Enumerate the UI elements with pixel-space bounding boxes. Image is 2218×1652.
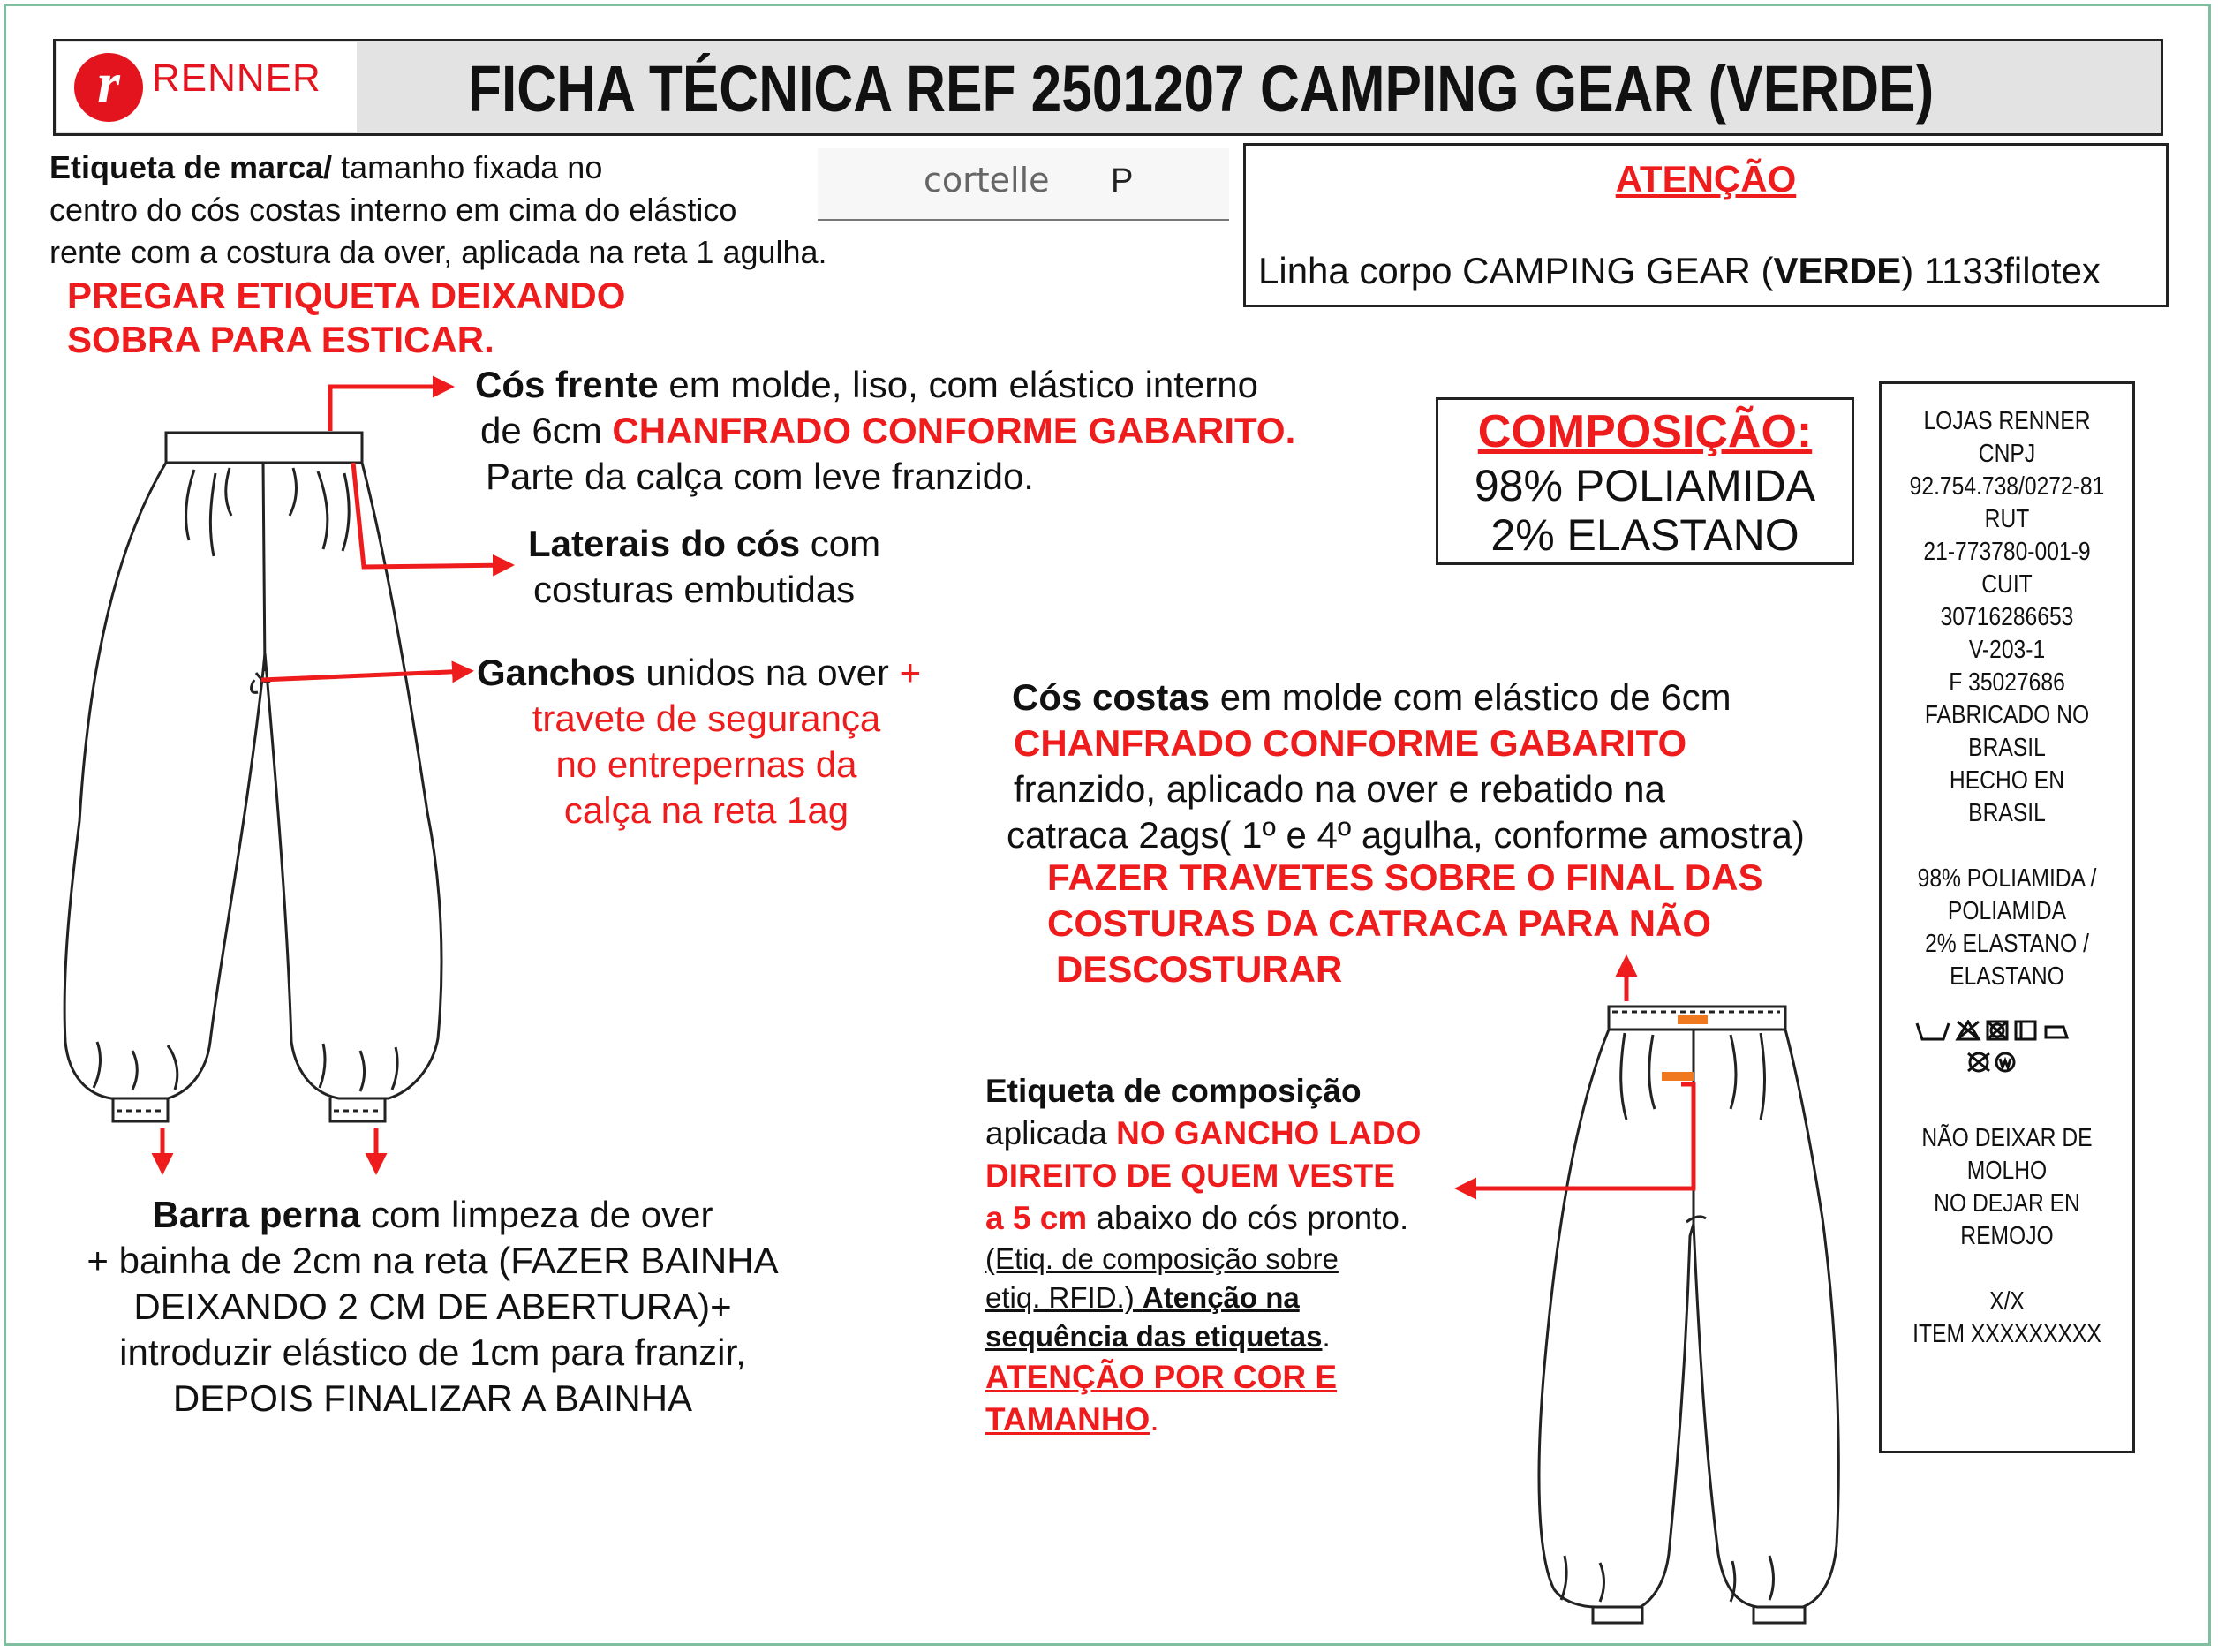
care-label-line: MOLHO bbox=[1966, 1157, 2048, 1185]
comp-label-distance: a 5 cm bbox=[985, 1200, 1088, 1236]
attention-line bbox=[1258, 250, 2101, 292]
ganchos-text: unidos na over bbox=[635, 652, 900, 693]
cos-costas-note bbox=[1007, 675, 1805, 858]
comp-label-sequence: sequência das etiquetas bbox=[985, 1320, 1323, 1353]
care-label-line: 98% POLIAMIDA / bbox=[1917, 864, 2097, 893]
wash-30-icon bbox=[1917, 1023, 1949, 1039]
cos-costas-travetes-2: COSTURAS DA CATRACA PARA NÃO bbox=[1047, 902, 1712, 944]
barra-text-1: com limpeza de over bbox=[360, 1194, 713, 1235]
care-label-line: 92.754.738/0272-81 bbox=[1909, 472, 2105, 501]
comp-label-dot-1: . bbox=[1322, 1320, 1331, 1353]
comp-label-attention: Atenção na bbox=[1142, 1281, 1300, 1314]
comp-label-warning-4: TAMANHO bbox=[985, 1401, 1150, 1437]
care-label-line: V-203-1 bbox=[1968, 636, 2046, 664]
composition-box bbox=[1436, 397, 1854, 565]
care-label-line bbox=[1900, 1253, 2113, 1286]
dry-flat-icon bbox=[2016, 1022, 2035, 1039]
care-label-lines-2 bbox=[1882, 1122, 2132, 1351]
attention-line-post: ) 1133filotex bbox=[1901, 250, 2101, 291]
care-label-line: X/X bbox=[1989, 1287, 2025, 1316]
cos-costas-text-1: em molde com elástico de 6cm bbox=[1210, 676, 1731, 718]
care-symbols bbox=[1913, 1020, 2169, 1090]
cos-costas-warning-1: CHANFRADO CONFORME GABARITO bbox=[1014, 722, 1687, 764]
care-label-line: CNPJ bbox=[1978, 440, 2036, 468]
care-label bbox=[1879, 381, 2135, 1453]
barra-heading: Barra perna bbox=[152, 1194, 361, 1235]
ganchos-note bbox=[477, 650, 921, 696]
brand-name: RENNER bbox=[152, 57, 321, 100]
care-label-line: REMOJO bbox=[1960, 1222, 2054, 1250]
composition-line-2: 2% ELASTANO bbox=[1490, 510, 1799, 560]
cos-frente-heading: Cós frente bbox=[475, 364, 659, 405]
attention-box bbox=[1243, 143, 2169, 307]
ganchos-plus: + bbox=[899, 652, 922, 693]
cos-frente-note bbox=[475, 362, 1295, 500]
cos-costas-travetes-1: FAZER TRAVETES SOBRE O FINAL DAS bbox=[1047, 856, 1763, 898]
care-label-line: NÃO DEIXAR DE bbox=[1921, 1124, 2093, 1152]
brand-label-warning bbox=[67, 274, 625, 362]
brand-label-warning-2: SOBRA PARA ESTICAR. bbox=[67, 319, 494, 360]
comp-label-text-5: (Etiq. de composição sobre bbox=[985, 1242, 1339, 1275]
care-label-line: 21-773780-001-9 bbox=[1923, 538, 2091, 566]
composition-line-1: 98% POLIAMIDA bbox=[1474, 461, 1816, 510]
ganchos-warning-3: calça na reta 1ag bbox=[563, 789, 849, 831]
brand-tag-brand: cortelle bbox=[924, 161, 1050, 200]
brand-label-warning-1: PREGAR ETIQUETA DEIXANDO bbox=[67, 275, 626, 316]
barra-text-4: introduzir elástico de 1cm para franzir, bbox=[119, 1331, 746, 1373]
care-label-line: POLIAMIDA bbox=[1947, 897, 2067, 925]
logo-mark-icon: r bbox=[74, 53, 143, 122]
comp-label-warning-2: DIREITO DE QUEM VESTE bbox=[985, 1158, 1395, 1194]
brand-label-text-2: centro do cós costas interno em cima do elástico bbox=[49, 192, 737, 228]
care-label-line: FABRICADO NO BRASIL bbox=[1924, 701, 2090, 762]
care-label-line: RUT bbox=[1984, 505, 2030, 533]
comp-label-heading: Etiqueta de composição bbox=[985, 1073, 1362, 1109]
care-label-line: LOJAS RENNER bbox=[1923, 407, 2091, 435]
brand-tag-size: P bbox=[1111, 162, 1134, 200]
care-label-line: CUIT bbox=[1981, 570, 2033, 599]
care-label-line: ELASTANO bbox=[1950, 962, 2064, 991]
care-label-line: HECHO EN bbox=[1949, 766, 2065, 795]
page-title: FICHA TÉCNICA REF 2501207 CAMPING GEAR (VERDE) bbox=[468, 52, 1935, 125]
comp-label-warning-1: NO GANCHO LADO bbox=[1116, 1115, 1422, 1151]
brand-label-text-3: rente com a costura da over, aplicada na reta 1 agulha. bbox=[49, 234, 827, 270]
cos-costas-text-4: catraca 2ags( 1º e 4º agulha, conforme amostra) bbox=[1007, 814, 1805, 856]
laterais-text-1: com bbox=[800, 523, 881, 564]
comp-label-text-2: aplicada bbox=[985, 1115, 1117, 1151]
comp-label-text-6: etiq. RFID.) bbox=[985, 1281, 1143, 1314]
cos-frente-warning: CHANFRADO CONFORME GABARITO. bbox=[612, 410, 1296, 451]
cos-costas-travetes bbox=[1047, 855, 1763, 992]
brand-label-heading: Etiqueta de marca/ bbox=[49, 149, 333, 185]
barra-note bbox=[35, 1192, 830, 1422]
iron-low-icon bbox=[2046, 1027, 2067, 1037]
ganchos-warning-1: travete de segurança bbox=[532, 698, 881, 739]
care-label-line: ITEM XXXXXXXXX bbox=[1912, 1320, 2101, 1348]
brand-label-text-1: tamanho fixada no bbox=[332, 149, 603, 185]
care-label-line: 30716286653 bbox=[1940, 603, 2074, 631]
ganchos-warning bbox=[494, 696, 918, 834]
barra-text-3: DEIXANDO 2 CM DE ABERTURA)+ bbox=[133, 1286, 732, 1327]
cos-frente-text-1: em molde, liso, com elástico interno bbox=[658, 364, 1258, 405]
care-label-line: NO DEJAR EN bbox=[1934, 1189, 2080, 1218]
comp-label-warning-3: ATENÇÃO POR COR E bbox=[985, 1359, 1338, 1395]
attention-line-pre: Linha corpo CAMPING GEAR ( bbox=[1258, 250, 1774, 291]
ganchos-heading: Ganchos bbox=[477, 652, 636, 693]
composition-title: COMPOSIÇÃO: bbox=[1477, 406, 1813, 457]
ganchos-warning-2: no entrepernas da bbox=[555, 743, 857, 785]
laterais-heading: Laterais do cós bbox=[528, 523, 801, 564]
care-label-lines bbox=[1882, 405, 2132, 993]
care-label-line: BRASIL bbox=[1968, 799, 2046, 827]
comp-label-dot-2: . bbox=[1150, 1401, 1159, 1437]
comp-label-text-4: abaixo do cós pronto. bbox=[1087, 1200, 1409, 1236]
cos-costas-heading: Cós costas bbox=[1012, 676, 1211, 718]
barra-text-5: DEPOIS FINALIZAR A BAINHA bbox=[172, 1377, 693, 1419]
cos-frente-text-3: Parte da calça com leve franzido. bbox=[486, 456, 1034, 497]
attention-line-color: VERDE bbox=[1773, 250, 1902, 291]
care-label-line: 2% ELASTANO / bbox=[1925, 930, 2089, 958]
cos-frente-text-2: de 6cm bbox=[480, 410, 613, 451]
laterais-note bbox=[528, 521, 880, 613]
cos-costas-travetes-3: DESCOSTURAR bbox=[1056, 948, 1343, 990]
laterais-text-2: costuras embutidas bbox=[533, 569, 856, 610]
barra-text-2: + bainha de 2cm na reta (FAZER BAINHA bbox=[87, 1240, 779, 1281]
care-label-line: F 35027686 bbox=[1949, 668, 2065, 697]
comp-label-note bbox=[985, 1070, 1421, 1441]
attention-title: ATENÇÃO bbox=[1615, 158, 1797, 200]
brand-tag-sample bbox=[818, 148, 1229, 221]
cos-costas-text-3: franzido, aplicado na over e rebatido na bbox=[1014, 768, 1665, 810]
care-label-line bbox=[1900, 830, 2113, 863]
brand-label-note bbox=[49, 147, 827, 274]
